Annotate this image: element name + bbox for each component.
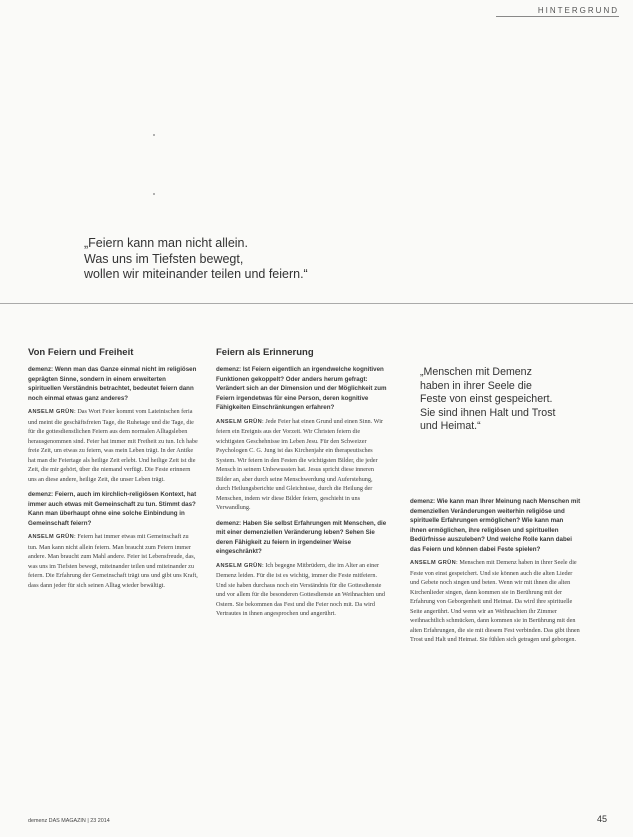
interview-answer: [410, 558, 581, 645]
column-heading: Von Feiern und Freiheit: [28, 347, 134, 358]
speaker-name: ANSELM GRÜN: [216, 562, 263, 569]
column-feiern-als-erinnerung: [216, 347, 387, 625]
section-divider: [0, 303, 633, 304]
answer-text: : Jede Feier hat einen Grund und einen Sinn. Wir feiern ein Ereignis aus der Vorzeit. Wir Christen feiern die wichtigsten Geschehnisse im Leben Jesu. Für den Schweizer Psychologen C. G. Jung ist das Kirchenjahr ein therapeutisches System. Wir feiern in den Festen die wichtigsten Bilder, die jeder Mensch in seinem Unbewussten hat. Jesus spricht diese inneren Bilder an, aber durch seine Menschwerdung und Auferstehung, durch Heilungsberichte und Gleichnisse, durch die Heilung der Menschen, indem wir diese Bilder feiern, geschieht in uns Verwandlung.: [216, 417, 383, 511]
interview-question: demenz: Ist Feiern eigentlich an irgendwelche kognitiven Funktionen gekoppelt? Oder anders herum gefragt: Verändert sich an der Dimension und der Möglichkeit zum Feiern irgendetwas für eine Person, deren kognitive Fähigkeiten Einschränkungen erfahren?: [216, 366, 387, 411]
speaker-name: ANSELM GRÜN: [410, 560, 457, 566]
answer-text: : Das Wort Feier kommt vom Lateinischen feria und meint die geschäftsfreien Tage, die Ruhetage und die Tage, die für die gottesdienstlichen Feiern aus dem normalen Alltagsleben herausgenommen sind. Feier hat immer mit Freiheit zu tun. Ich habe freie Zeit, um etwas zu feiern, was mein Leben trägt. In der Antike hat man die Feiertage als heilige Zeit erlebt. Und heilige Zeit ist die Zeit, die mir gehört, über die niemand verfügt. Die Feste erinnern uns an diese andere, heilige Zeit, die unser Leben trägt.: [28, 408, 198, 483]
speaker-name: ANSELM GRÜN: [28, 534, 75, 540]
column-von-feiern: [28, 347, 199, 596]
interview-question: demenz: Haben Sie selbst Erfahrungen mit Menschen, die mit einer demenziellen Veränderung leben? Sehen Sie deren Fähigkeit zu feiern in irgendeiner Weise eingeschränkt?: [216, 519, 387, 555]
interview-answer: [28, 407, 199, 484]
answer-text: : Feiern hat immer etwas mit Gemeinschaft zu tun. Man kann nicht allein feiern. Man braucht zum Feiern immer andere. Man braucht zum Mahl andere. Feier ist Lebensfreude, das, was uns im Tiefsten bewegt, miteinander teilen und miteinander zu feiern. Die Erfahrung der Gemeinschaft trägt uns und gibt uns Kraft, dass dann jeder für sich seinen Alltag wieder bewältigt.: [28, 533, 198, 589]
print-speck: [153, 193, 155, 195]
interview-answer: [28, 532, 199, 590]
interview-answer: [216, 417, 387, 513]
speaker-name: ANSELM GRÜN: [28, 409, 75, 415]
interview-question: demenz: Wenn man das Ganze einmal nicht im religiösen geprägten Sinne, sondern in einem erweiterten spirituellen Verständnis betrachtet, bedeutet feiern dann noch einmal etwas ganz anderes?: [28, 366, 197, 402]
interview-answer: [216, 561, 387, 619]
column-heading: Feiern als Erinnerung: [216, 347, 314, 358]
answer-text: : Menschen mit Demenz haben in ihrer Seele die Feste von einst gespeichert. Und sie können auch die alten Lieder und Gebete noch singen und beten. Wenn wir mit ihnen die alten Kirchenlieder singen, dann kommen sie in Berührung mit der Erfahrung von Geborgenheit und Heimat. Da wird ihre spirituelle Seite angerührt. Und wenn wir an Weihnachten ihr Zimmer weihnachtlich schmücken, dann kommen sie in Berührung mit den alten Erfahrungen, die sie mit diesem Fest verbinden. Das gibt ihnen Trost und Halt und Heimat. Sie fühlen sich getragen und geborgen.: [410, 559, 580, 643]
side-quote: „Menschen mit Demenz haben in ihrer Seele die Feste von einst gespeichert. Sie sind ihnen Halt und Trost und Heimat.“: [420, 366, 556, 432]
print-speck: [153, 134, 155, 136]
interview-question: demenz: Feiern, auch im kirchlich-religiösen Kontext, hat immer auch etwas mit Gemeinschaft zu tun. Stimmt das? Kann man überhaupt ohne eine solche Einbindung in Gemeinschaft feiern?: [28, 491, 197, 527]
section-label: HINTERGRUND: [537, 6, 619, 15]
speaker-name: ANSELM GRÜN: [216, 418, 263, 425]
column-three: [410, 497, 581, 651]
header-rule: [496, 16, 619, 17]
answer-text: : Ich begegne Mitbrüdern, die im Alter an einer Demenz leiden. Für die ist es wichtig, immer die Feste mitfeiern. Und sie haben durchaus noch ein Verständnis für die Gottesdienste und vor allem für die besonderen Gottesdienste an Weihnachten und Ostern. Sie bekommen das Fest und die Feier noch mit. Da wird Vertrautes in ihnen angesprochen und angerührt.: [216, 561, 385, 617]
interview-question: demenz: Wie kann man Ihrer Meinung nach Menschen mit demenziellen Veränderungen weiterhin religiöse und spirituelle Erfahrungen ermöglichen? Wie kann man ihnen ermöglichen, ihre religiösen und spirituellen Bedürfnisse auszuleben? Und welche Rolle kann dabei das Feiern und können dabei Feste spielen?: [410, 498, 581, 553]
pull-quote: „Feiern kann man nicht allein. Was uns im Tiefsten bewegt, wollen wir miteinander teilen und feiern.“: [84, 236, 308, 281]
footer-journal: demenz DAS MAGAZIN | 23 2014: [28, 818, 110, 824]
page-number: 45: [596, 814, 607, 824]
